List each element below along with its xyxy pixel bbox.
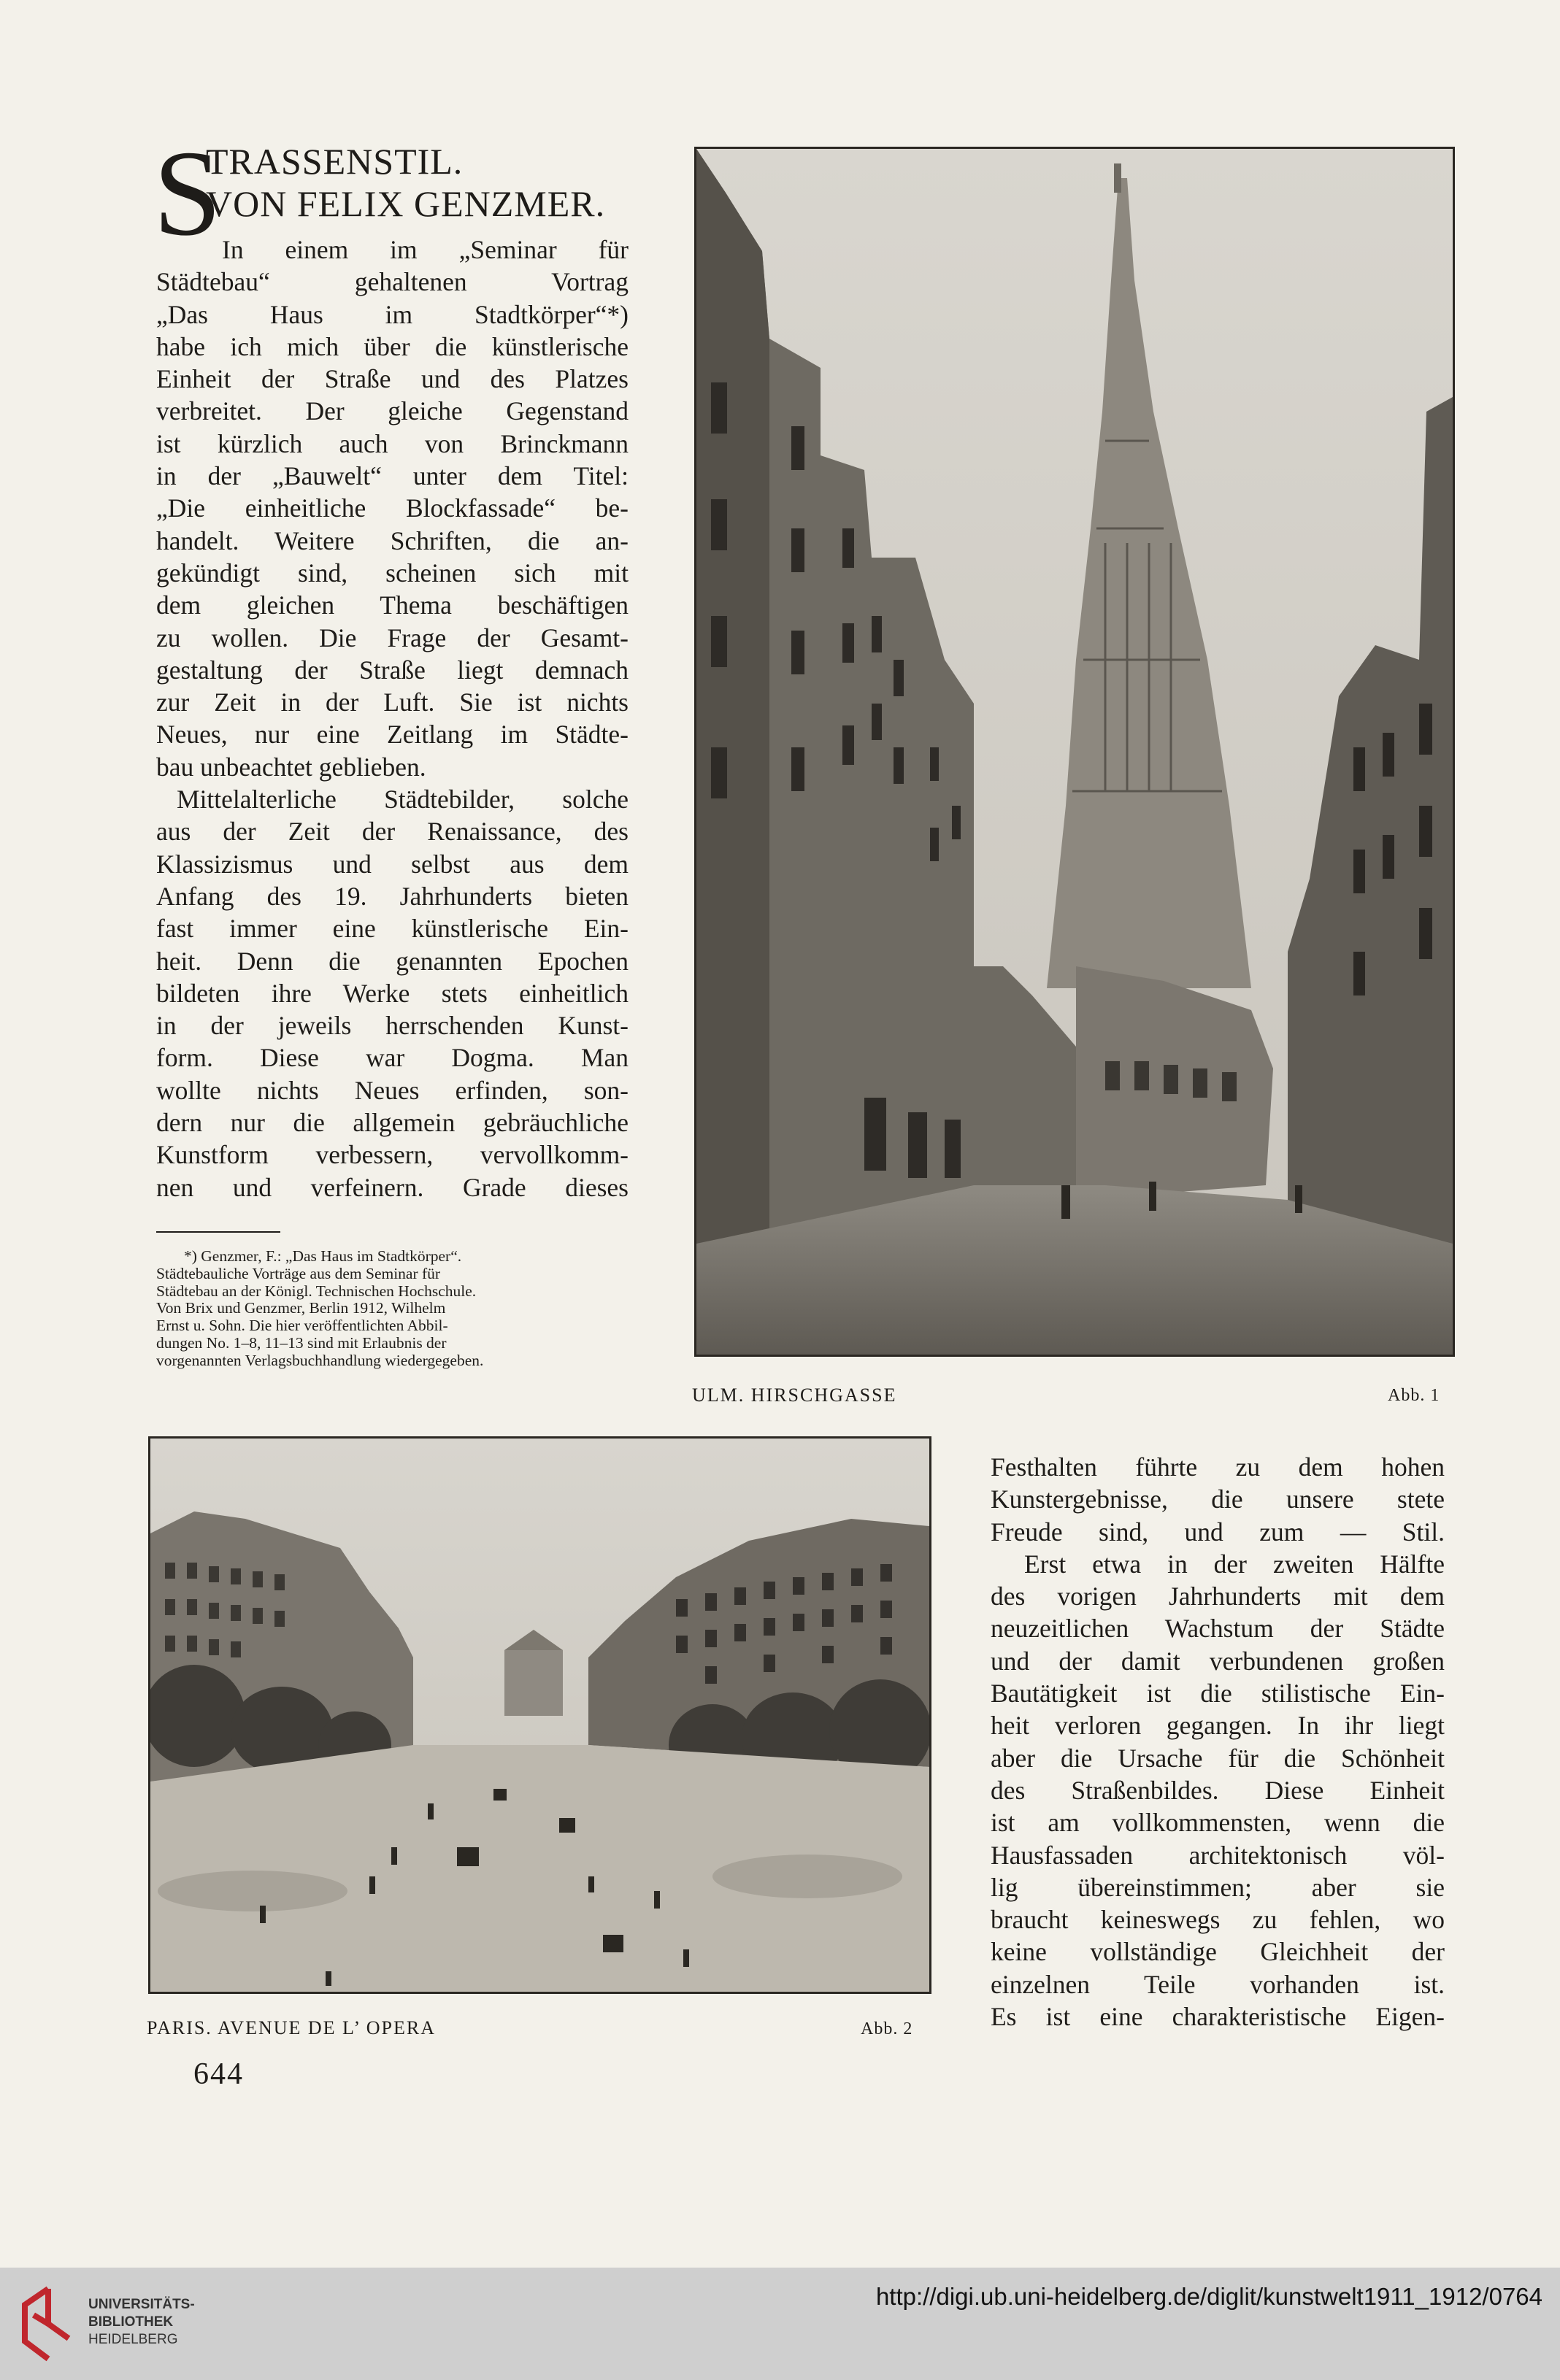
text-line: zu wollen. Die Frage der Gesamt- bbox=[156, 623, 629, 652]
text-line: ist kürzlich auch von Brinckmann bbox=[156, 428, 629, 458]
article-title: TRASSENSTIL. bbox=[206, 141, 464, 182]
footnote bbox=[156, 1248, 629, 1370]
text-line: Klassizismus und selbst aus dem bbox=[156, 849, 629, 879]
library-name-line: UNIVERSITÄTS- bbox=[88, 2297, 195, 2312]
figure-ulm-hirschgasse bbox=[694, 147, 1455, 1357]
footnote-line: *) Genzmer, F.: „Das Haus im Stadtkörper“. bbox=[184, 1247, 462, 1265]
text-line: gestaltung der Straße liegt demnach bbox=[156, 655, 629, 685]
text-line: gekündigt sind, scheinen sich mit bbox=[156, 558, 629, 588]
footnote-line: Städtebau an der Königl. Technischen Hochschule. bbox=[156, 1282, 477, 1300]
footnote-line: Städtebauliche Vorträge aus dem Seminar für bbox=[156, 1264, 441, 1282]
text-line: heit verloren gegangen. In ihr liegt bbox=[991, 1711, 1445, 1741]
text-line: Erst etwa in der zweiten Hälfte bbox=[1024, 1549, 1445, 1579]
text-line: „Das Haus im Stadtkörper“*) bbox=[156, 299, 629, 329]
footnote-rule bbox=[156, 1231, 280, 1233]
text-line: in der „Bauwelt“ unter dem Titel: bbox=[156, 461, 629, 491]
text-line: In einem im „Seminar für bbox=[222, 235, 629, 264]
text-line: dern nur die allgemein gebräuchliche bbox=[156, 1108, 629, 1138]
figure-paris-avenue-opera bbox=[148, 1436, 931, 1994]
text-line: bildeten ihre Werke stets einheitlich bbox=[156, 978, 629, 1008]
text-line: „Die einheitliche Blockfassade“ be- bbox=[156, 493, 629, 523]
text-line: Städtebau“ gehaltenen Vortrag bbox=[156, 267, 629, 297]
text-line: des Straßenbildes. Diese Einheit bbox=[991, 1775, 1445, 1805]
paris-avenue-photo bbox=[150, 1439, 929, 1992]
article-byline: VON FELIX GENZMER. bbox=[206, 183, 606, 224]
text-line: Es ist eine charakteristische Eigen- bbox=[991, 2002, 1445, 2032]
text-line: einzelnen Teile vorhanden ist. bbox=[991, 1969, 1445, 1999]
text-line: Kunstform verbessern, vervollkomm- bbox=[156, 1140, 629, 1170]
text-line: Kunstergebnisse, die unsere stete bbox=[991, 1484, 1445, 1514]
text-line: Einheit der Straße und des Platzes bbox=[156, 364, 629, 394]
library-name-line: HEIDELBERG bbox=[88, 2332, 178, 2347]
text-line: ist am vollkommensten, wenn die bbox=[991, 1808, 1445, 1838]
ub-heidelberg-logo-icon[interactable] bbox=[16, 2283, 79, 2365]
text-line: lig übereinstimmen; aber sie bbox=[991, 1872, 1445, 1902]
text-line: Mittelalterliche Städtebilder, solche bbox=[177, 785, 629, 814]
permalink-url[interactable]: http://digi.ub.uni-heidelberg.de/diglit/kunstwelt1911_1912/0764 bbox=[875, 2283, 1542, 2310]
text-line: wollte nichts Neues erfinden, son- bbox=[156, 1075, 629, 1105]
text-line: dem gleichen Thema beschäftigen bbox=[156, 590, 629, 620]
text-line: Freude sind, und zum — Stil. bbox=[991, 1517, 1445, 1547]
text-line: des vorigen Jahrhunderts mit dem bbox=[991, 1582, 1445, 1611]
drop-cap: S bbox=[153, 126, 222, 261]
text-line: heit. Denn die genannten Epochen bbox=[156, 946, 629, 976]
footnote-line: Von Brix und Genzmer, Berlin 1912, Wilhelm bbox=[156, 1299, 446, 1317]
figure-label: Abb. 2 bbox=[861, 2019, 913, 2038]
text-line: in der jeweils herrschenden Kunst- bbox=[156, 1011, 629, 1041]
text-line: fast immer eine künstlerische Ein- bbox=[156, 914, 629, 944]
text-line: Hausfassaden architektonisch völ- bbox=[991, 1840, 1445, 1870]
library-name-line: BIBLIOTHEK bbox=[88, 2314, 174, 2330]
text-line: zur Zeit in der Luft. Sie ist nichts bbox=[156, 688, 629, 717]
page-number: 644 bbox=[193, 2057, 244, 2091]
text-line: aus der Zeit der Renaissance, des bbox=[156, 817, 629, 847]
text-line: nen und verfeinern. Grade dieses bbox=[156, 1172, 629, 1202]
text-line: Anfang des 19. Jahrhunderts bieten bbox=[156, 881, 629, 911]
ulm-street-photo bbox=[696, 149, 1453, 1355]
text-line: Bautätigkeit ist die stilistische Ein- bbox=[991, 1679, 1445, 1709]
figure-label: Abb. 1 bbox=[1388, 1386, 1440, 1405]
text-line: keine vollständige Gleichheit der bbox=[991, 1937, 1445, 1967]
text-line: braucht keineswegs zu fehlen, wo bbox=[991, 1905, 1445, 1935]
text-line: Neues, nur eine Zeitlang im Städte- bbox=[156, 720, 629, 750]
text-line: Festhalten führte zu dem hohen bbox=[991, 1452, 1445, 1482]
figure-caption: ULM. HIRSCHGASSE bbox=[692, 1385, 897, 1406]
text-line: verbreitet. Der gleiche Gegenstand bbox=[156, 396, 629, 426]
text-line: form. Diese war Dogma. Man bbox=[156, 1043, 629, 1073]
footnote-line: vorgenannten Verlagsbuchhandlung wiedergegeben. bbox=[156, 1351, 484, 1369]
text-line: aber die Ursache für die Schönheit bbox=[991, 1743, 1445, 1773]
text-line: handelt. Weitere Schriften, die an- bbox=[156, 525, 629, 555]
text-line: und der damit verbundenen großen bbox=[991, 1646, 1445, 1676]
right-text-column bbox=[991, 1451, 1445, 2033]
text-line: neuzeitlichen Wachstum der Städte bbox=[991, 1614, 1445, 1644]
figure-caption: PARIS. AVENUE DE L’ OPERA bbox=[147, 2017, 437, 2038]
footnote-line: Ernst u. Sohn. Die hier veröffentlichten Abbil- bbox=[156, 1317, 448, 1335]
footnote-line: dungen No. 1–8, 11–13 sind mit Erlaubnis der bbox=[156, 1333, 447, 1352]
left-text-column bbox=[156, 234, 629, 1204]
text-line: habe ich mich über die künstlerische bbox=[156, 331, 629, 361]
text-line: bau unbeachtet geblieben. bbox=[156, 752, 426, 782]
library-name[interactable] bbox=[88, 2296, 195, 2349]
